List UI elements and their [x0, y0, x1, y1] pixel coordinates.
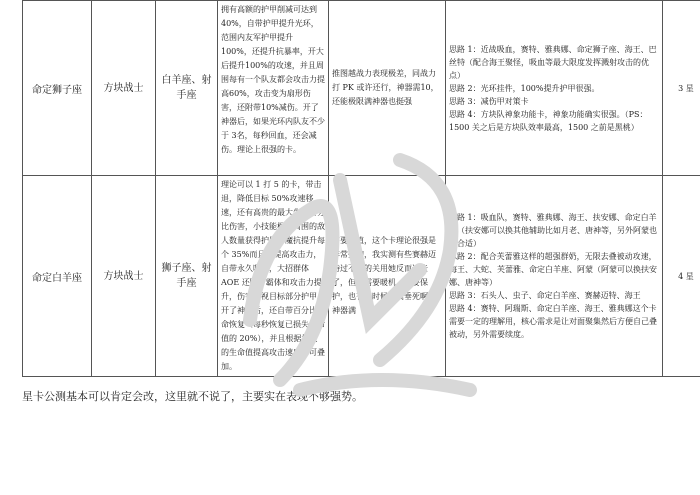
card-evaluation: 需要数值，这个卡理论很强是非常强的，我实测有些赛赫迈特过不去的关用她反而过去了，但是需要暖机，需要保护，也有的时候是真垂死啊，神器满 — [329, 176, 446, 377]
footer-note: 星卡公测基本可以肯定会改，这里就不说了，主要实在表现不够强势。 — [22, 390, 363, 403]
card-table — [22, 0, 700, 377]
idea-line: 思路 2：光环挂件，100%提升护甲很强。 — [449, 83, 600, 93]
idea-line: 思路 4：方块队神象功能卡，神象功能确实很强。（PS：1500 关之后是方块队效率最高，1500 之前是黑桃） — [449, 109, 648, 132]
idea-line: 思路 1：近战吸血，赛特、雅典娜、命定狮子座、海王、巴丝特（配合海王聚怪，吸血等最大限度发挥溅射攻击的优点） — [449, 44, 657, 80]
idea-line: 思路 3：石头人、虫子、命定白羊座、赛赫迈特、海王 — [449, 291, 641, 300]
idea-line: 思路 2：配合芙蕾雅这样的超强群奶，无限去叠被动攻速，海王、大蛇、芙蕾雅、命定白羊座、阿蒙（阿蒙可以换扶安娜、唐神等） — [449, 252, 657, 287]
card-name: 命定狮子座 — [23, 1, 92, 176]
card-rating: 3 星 — [663, 1, 700, 176]
card-name: 命定白羊座 — [23, 176, 92, 377]
card-rating: 4 星 — [663, 176, 700, 377]
idea-line: 思路 3：减伤甲对策卡 — [449, 96, 529, 106]
card-class: 方块战士 — [92, 176, 156, 377]
table-row — [23, 176, 700, 377]
idea-line: 思路 4：赛特、阿瑞斯、命定白羊座、海王、雅典娜这个卡需要一定的理解用，核心需求是让对面聚集然后方便自己叠被动，另外需要续度。 — [449, 304, 657, 339]
card-description: 理论可以 1 打 5 的卡，带击退，降低目标 50%攻速移速，还有高贵的最大生命百分比伤害，小技能根据周围的敌人数量获得护甲，魔抗提升每个 35%而且还提高攻击力，自带永久吸血，大招群体 AOE 还附带霸体和攻击力提升，伤害无视目标部分护甲。开了神器后，还自带百分比生命恢复（每秒恢复已损失生命值的 20%），并且根据损失的生命值提高攻击速度，可叠加。 — [218, 176, 329, 377]
card-evaluation: 推图越战力表现极差，同战力打 PK 或许还行，神器需10，还能极限满神器也挺强 — [329, 1, 446, 176]
idea-line: 思路 1：吸血队，赛特、雅典娜、海王、扶安娜、命定白羊座（扶安娜可以换其他辅助比如月老、唐神等，另外阿蒙也很合适） — [449, 213, 657, 248]
card-description: 拥有高额的护甲削减可达到40%，自带护甲提升光环，范围内友军护甲提升 100%，还提升抗暴率，开大后提升100%的攻速，并且周围每有一个队友都会攻击力提高60%，攻击变为扇形伤害，还附带10%减伤。开了神器后，如果光环内队友不少于 3名，每秒回血，还会减伤。理论上很强的卡。 — [218, 1, 329, 176]
card-ideas — [446, 1, 663, 176]
card-class: 方块战士 — [92, 1, 156, 176]
card-ideas — [446, 176, 663, 377]
card-constellation: 白羊座、射手座 — [156, 1, 218, 176]
card-constellation: 狮子座、射手座 — [156, 176, 218, 377]
table-row — [23, 1, 700, 176]
